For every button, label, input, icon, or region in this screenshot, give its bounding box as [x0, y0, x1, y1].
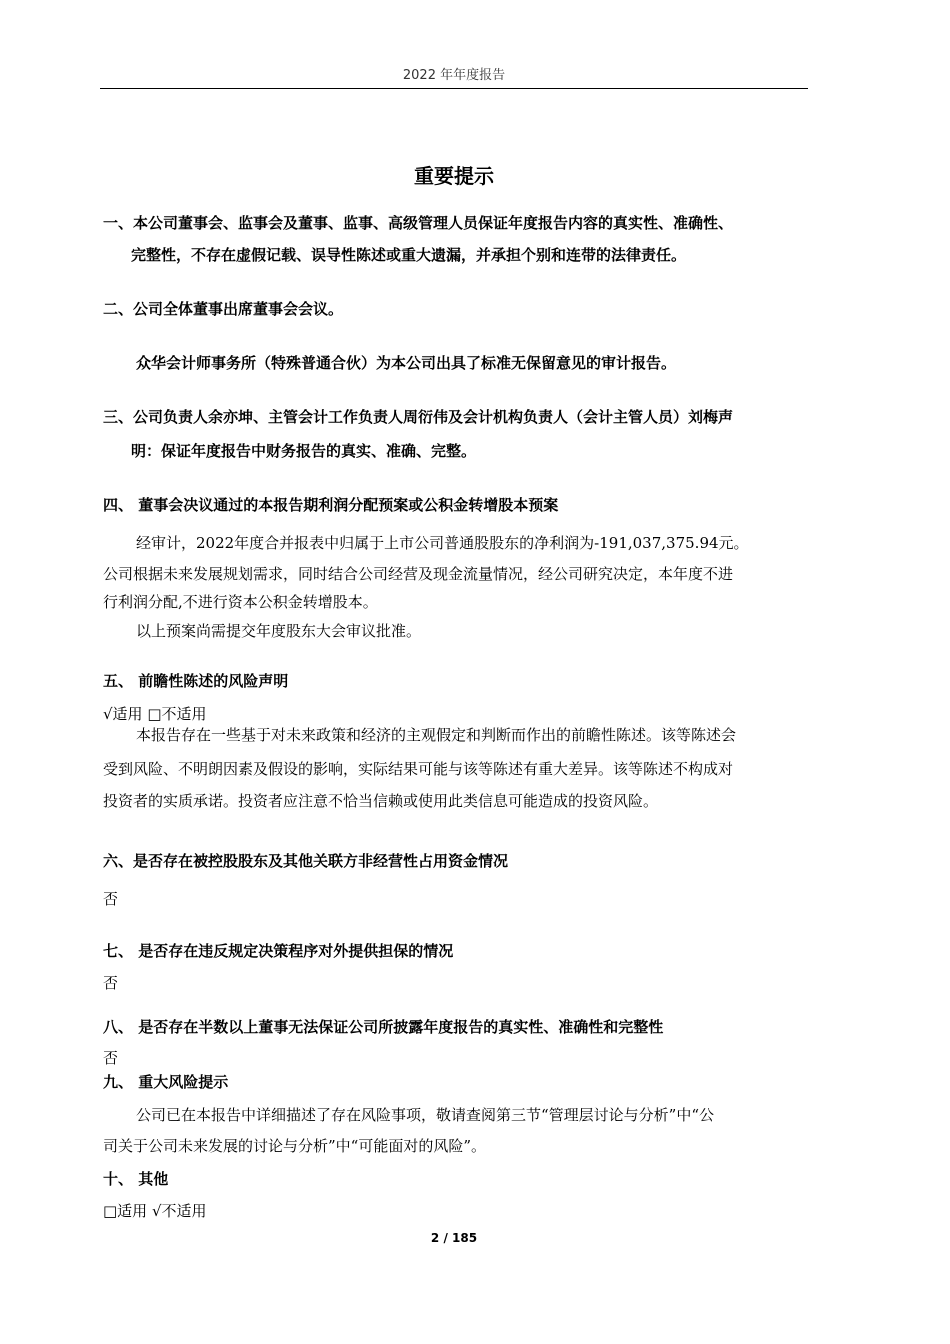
section-7-heading: 七、 是否存在违反规定决策程序对外提供担保的情况 — [103, 942, 454, 960]
section-4-paragraph-line-3: 行利润分配,不进行资本公积金转增股本。 — [103, 593, 378, 611]
section-9-paragraph-line-2: 司关于公司未来发展的讨论与分析”中“可能面对的风险”。 — [103, 1137, 487, 1155]
section-9-heading: 九、 重大风险提示 — [103, 1073, 229, 1091]
audit-opinion-statement: 众华会计师事务所（特殊普通合伙）为本公司出具了标准无保留意见的审计报告。 — [136, 354, 677, 372]
section-4-paragraph-line-2: 公司根据未来发展规划需求，同时结合公司经营及现金流量情况，经公司研究决定，本年度不进 — [103, 565, 734, 583]
page-header: 2022 年年度报告 — [402, 68, 506, 83]
section-4-paragraph-line-4: 以上预案尚需提交年度股东大会审议批准。 — [136, 622, 422, 640]
section-2-heading: 二、公司全体董事出席董事会会议。 — [103, 300, 344, 318]
section-1-line-1: 一、本公司董事会、监事会及董事、监事、高级管理人员保证年度报告内容的真实性、准确性、 — [103, 214, 734, 232]
section-1-line-2: 完整性，不存在虚假记载、误导性陈述或重大遗漏，并承担个别和连带的法律责任。 — [131, 246, 687, 264]
section-3-line-2: 明：保证年度报告中财务报告的真实、准确、完整。 — [131, 442, 477, 460]
section-8-answer: 否 — [103, 1049, 119, 1067]
section-3-line-1: 三、公司负责人余亦坤、主管会计工作负责人周衍伟及会计机构负责人（会计主管人员）刘梅声 — [103, 408, 734, 426]
section-5-paragraph-line-2: 受到风险、不明朗因素及假设的影响，实际结果可能与该等陈述有重大差异。该等陈述不构成对 — [103, 760, 734, 778]
section-5-heading: 五、 前瞻性陈述的风险声明 — [103, 672, 289, 690]
section-6-answer: 否 — [103, 890, 119, 908]
section-4-heading: 四、 董事会决议通过的本报告期利润分配预案或公积金转增股本预案 — [103, 496, 559, 514]
section-9-paragraph-line-1: 公司已在本报告中详细描述了存在风险事项，敬请查阅第三节“管理层讨论与分析”中“公 — [136, 1106, 715, 1124]
section-10-applicability: □适用 √不适用 — [103, 1202, 207, 1220]
section-5-paragraph-line-1: 本报告存在一些基于对未来政策和经济的主观假定和判断而作出的前瞻性陈述。该等陈述会 — [136, 726, 737, 744]
section-4-paragraph-line-1: 经审计，2022年度合并报表中归属于上市公司普通股股东的净利润为-191,037,375.94元。 — [136, 534, 749, 552]
section-5-paragraph-line-3: 投资者的实质承诺。投资者应注意不恰当信赖或使用此类信息可能造成的投资风险。 — [103, 792, 659, 810]
page-title: 重要提示 — [414, 164, 494, 188]
header-divider — [100, 88, 808, 89]
section-7-answer: 否 — [103, 974, 119, 992]
section-6-heading: 六、是否存在被控股股东及其他关联方非经营性占用资金情况 — [103, 852, 509, 870]
section-10-heading: 十、 其他 — [103, 1170, 169, 1188]
section-5-applicability: √适用 □不适用 — [103, 705, 207, 723]
page-number: 2 / 185 — [430, 1231, 478, 1245]
section-8-heading: 八、 是否存在半数以上董事无法保证公司所披露年度报告的真实性、准确性和完整性 — [103, 1018, 664, 1036]
